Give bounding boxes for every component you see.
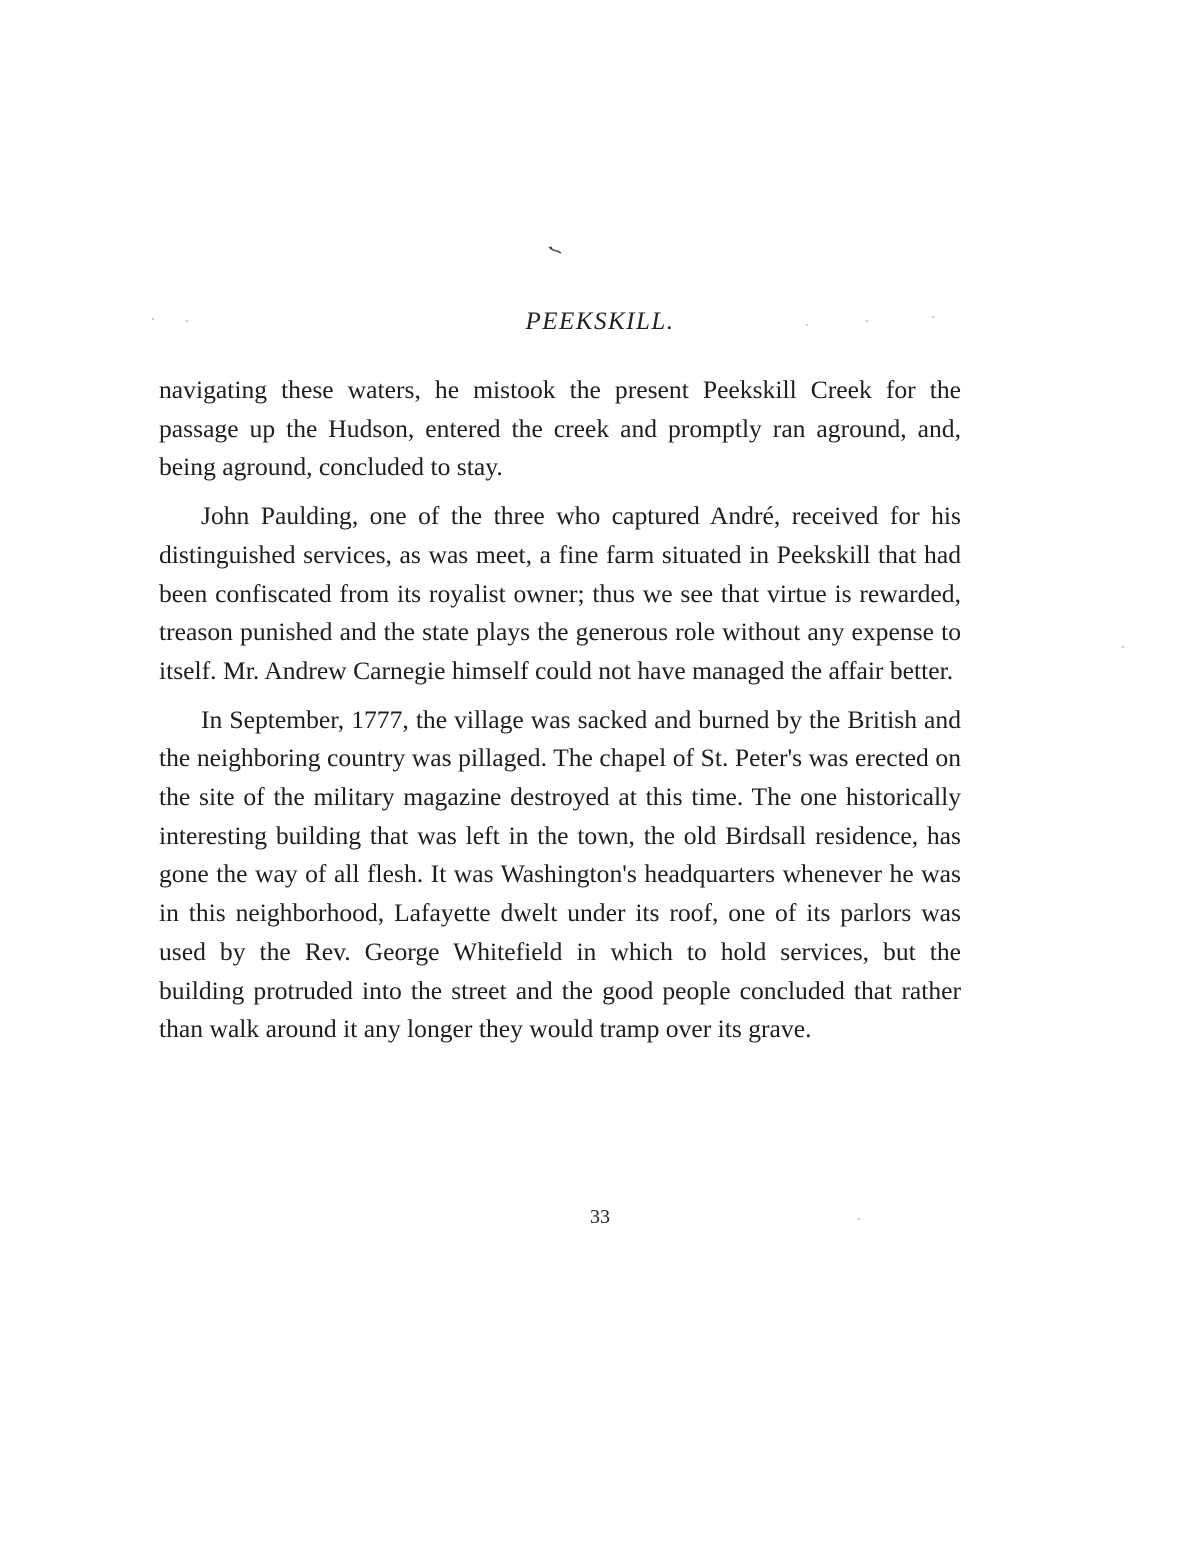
paragraph-september-1777: In September, 1777, the village was sacked and burned by the British and the neighboring country was pillaged. The chapel of St. Peter's was erected on the site of the military magazine destroyed at this time. The one historically interesting building that was left in the town, the old Birdsall residence, has gone the way of all flesh. It was Washington's headquarters whenever he was in this neighborhood, Lafayette dwelt under its roof, one of its parlors was used by the Rev. George Whitefield in which to hold services, but the building protruded into the street and the good people concluded that rather than walk around it any longer they would tramp over its grave. — [159, 704, 961, 1044]
page-number: 33 — [590, 1206, 610, 1228]
paragraph-paulding: John Paulding, one of the three who captured André, received for his distinguished services, as was meet, a fine farm situated in Peekskill that had been confiscated from its royalist owner; thus we see that virtue is rewarded, treason punished and the state plays the generous role without any expense to itself. Mr. Andrew Carnegie himself could not have managed the affair better. — [159, 501, 961, 685]
body-text — [159, 371, 961, 1049]
paragraph-continued: navigating these waters, he mistook the present Peekskill Creek for the passage up the Hudson, entered the creek and promptly ran aground, and, being aground, concluded to stay. — [159, 375, 961, 482]
ink-mark-icon — [548, 245, 562, 255]
running-head: PEEKSKILL. — [525, 308, 675, 335]
paper-speck — [1122, 646, 1124, 648]
